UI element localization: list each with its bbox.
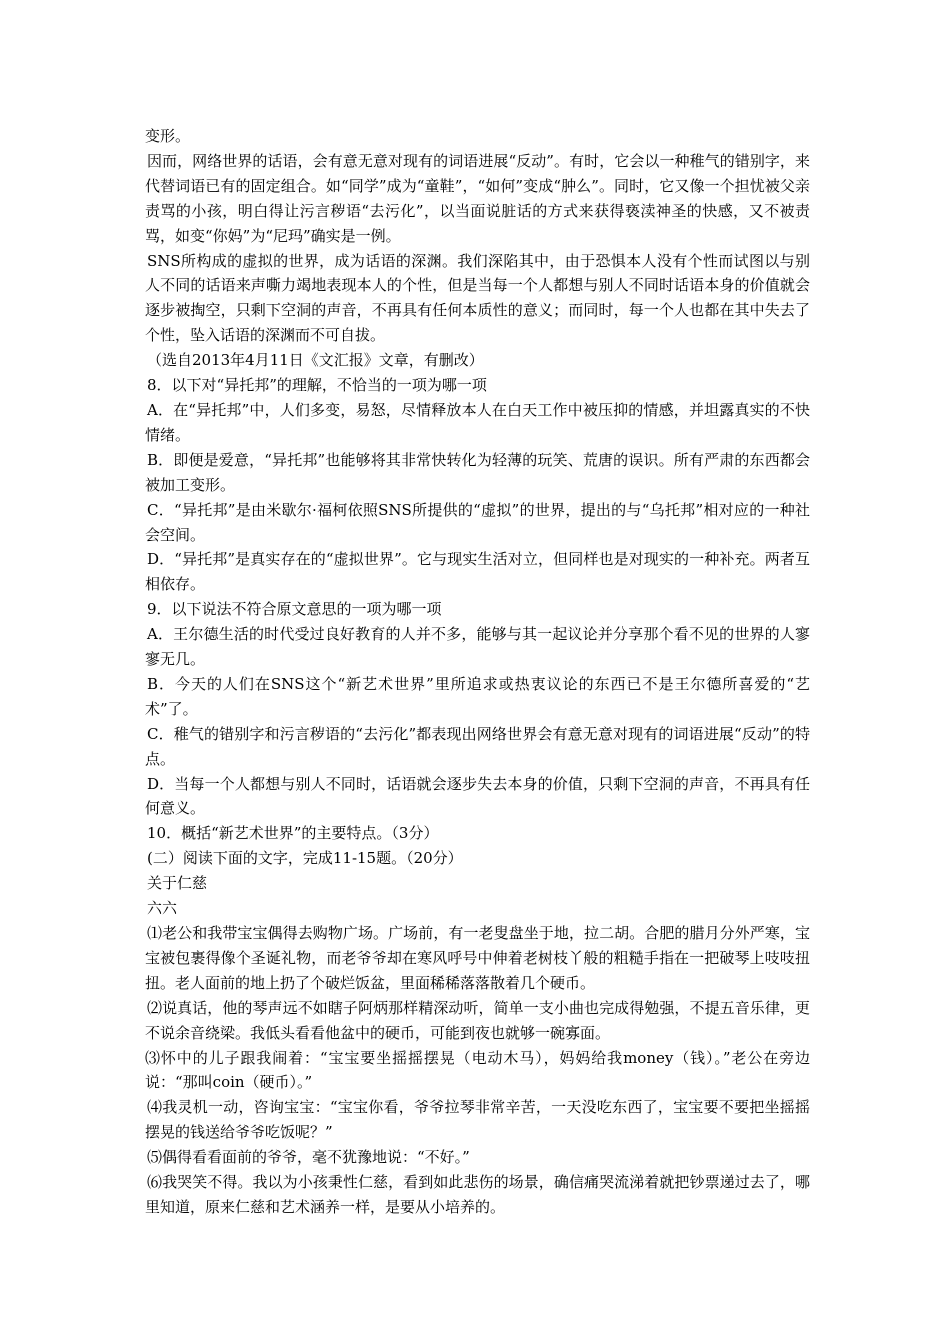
article-paragraph-3: ⑶怀中的儿子跟我闹着：“宝宝要坐摇摇摆晃（电动木马），妈妈给我money（钱）。”老公在旁边说：“那叫coin（硬币）。” — [145, 1048, 810, 1092]
paragraph-continuation: 变形。 — [145, 127, 191, 145]
paragraph-sns-abyss: SNS所构成的虚拟的世界，成为话语的深渊。我们深陷其中，由于恐惧本人没有个性而试图以与别人不同的话语来声嘶力竭地表现本人的个性，但是当每一个人都想与别人不同时话语本身的价值就会逐步被掏空，只剩下空洞的声音，不再具有任何本质性的意义；而同时，每一个人也都在其中失去了个性，坠入话语的深渊而不可自拔。 — [145, 251, 810, 345]
question-8: 8．以下对“异托邦”的理解，不恰当的一项为哪一项 — [147, 376, 487, 395]
document-page — [145, 124, 810, 1220]
question-10: 10．概括“新艺术世界”的主要特点。（3分） — [147, 824, 439, 843]
paragraph-network-language: 因而，网络世界的话语，会有意无意对现有的词语进展“反动”。有时，它会以一种稚气的错别字，来代替词语已有的固定组合。如“同学”成为“童鞋”，“如何”变成“肿么”。同时，它又像一个担忧被父亲责骂的小孩，明白得让污言秽语“去污化”，以当面说脏话的方式来获得亵渎神圣的快感，又不被责骂，如变“你妈”为“尼玛”确实是一例。 — [145, 151, 810, 245]
article-paragraph-2: ⑵说真话，他的琴声远不如瞎子阿炳那样精深动听，简单一支小曲也完成得勉强，不提五音乐律，更不说余音绕梁。我低头看看他盆中的硬币，可能到夜也就够一碗寡面。 — [145, 998, 810, 1042]
article-author: 六六 — [147, 899, 178, 918]
question-9-option-d: D．当每一个人都想与别人不同时，话语就会逐步失去本身的价值，只剩下空洞的声音，不再具有任何意义。 — [145, 774, 810, 818]
article-paragraph-6: ⑹我哭笑不得。我以为小孩秉性仁慈，看到如此悲伤的场景，确信痛哭流涕着就把钞票递过去了，哪里知道，原来仁慈和艺术涵养一样，是要从小培养的。 — [145, 1173, 810, 1216]
question-8-option-a: A．在“异托邦”中，人们多变，易怒，尽情释放本人在白天工作中被压抑的情感，并坦露真实的不快情绪。 — [145, 400, 810, 444]
section-two-heading: (二）阅读下面的文字，完成11-15题。（20分） — [147, 849, 463, 868]
question-9: 9．以下说法不符合原文意思的一项为哪一项 — [147, 600, 442, 619]
article-paragraph-4: ⑷我灵机一动，咨询宝宝：“宝宝你看，爷爷拉琴非常辛苦，一天没吃东西了，宝宝要不要把坐摇摇摆晃的钱送给爷爷吃饭呢？” — [145, 1098, 810, 1142]
question-9-option-a: A．王尔德生活的时代受过良好教育的人并不多，能够与其一起议论并分享那个看不见的世界的人寥寥无几。 — [145, 625, 810, 669]
source-note: （选自2013年4月11日《文汇报》文章，有删改） — [147, 351, 484, 370]
article-paragraph-1: ⑴老公和我带宝宝偶得去购物广场。广场前，有一老叟盘坐于地，拉二胡。合肥的腊月分外严寒，宝宝被包裹得像个圣诞礼物，而老爷爷却在寒风呼号中伸着老树枝丫般的粗糙手指在一把破琴上吱吱扭扭。老人面前的地上扔了个破烂饭盆，里面稀稀落落散着几个硬币。 — [145, 924, 810, 992]
question-8-option-d: D．“异托邦”是真实存在的“虚拟世界”。它与现实生活对立，但同样也是对现实的一种补充。两者互相依存。 — [145, 550, 810, 594]
question-8-option-b: B．即便是爱意，“异托邦”也能够将其非常快转化为轻薄的玩笑、荒唐的误识。所有严肃的东西都会被加工变形。 — [145, 450, 810, 494]
article-title: 关于仁慈 — [147, 874, 208, 893]
question-9-option-b: B．今天的人们在SNS这个“新艺术世界”里所追求或热衷议论的东西已不是王尔德所喜爱的“艺术”了。 — [145, 674, 810, 718]
question-8-option-c: C．“异托邦”是由米歇尔·福柯依照SNS所提供的“虚拟”的世界，提出的与“乌托邦”相对应的一种社会空间。 — [145, 500, 810, 544]
question-9-option-c: C．稚气的错别字和污言秽语的“去污化”都表现出网络世界会有意无意对现有的词语进展“反动”的特点。 — [145, 724, 810, 768]
article-paragraph-5: ⑸偶得看看面前的爷爷，毫不犹豫地说：“不好。” — [147, 1148, 470, 1167]
